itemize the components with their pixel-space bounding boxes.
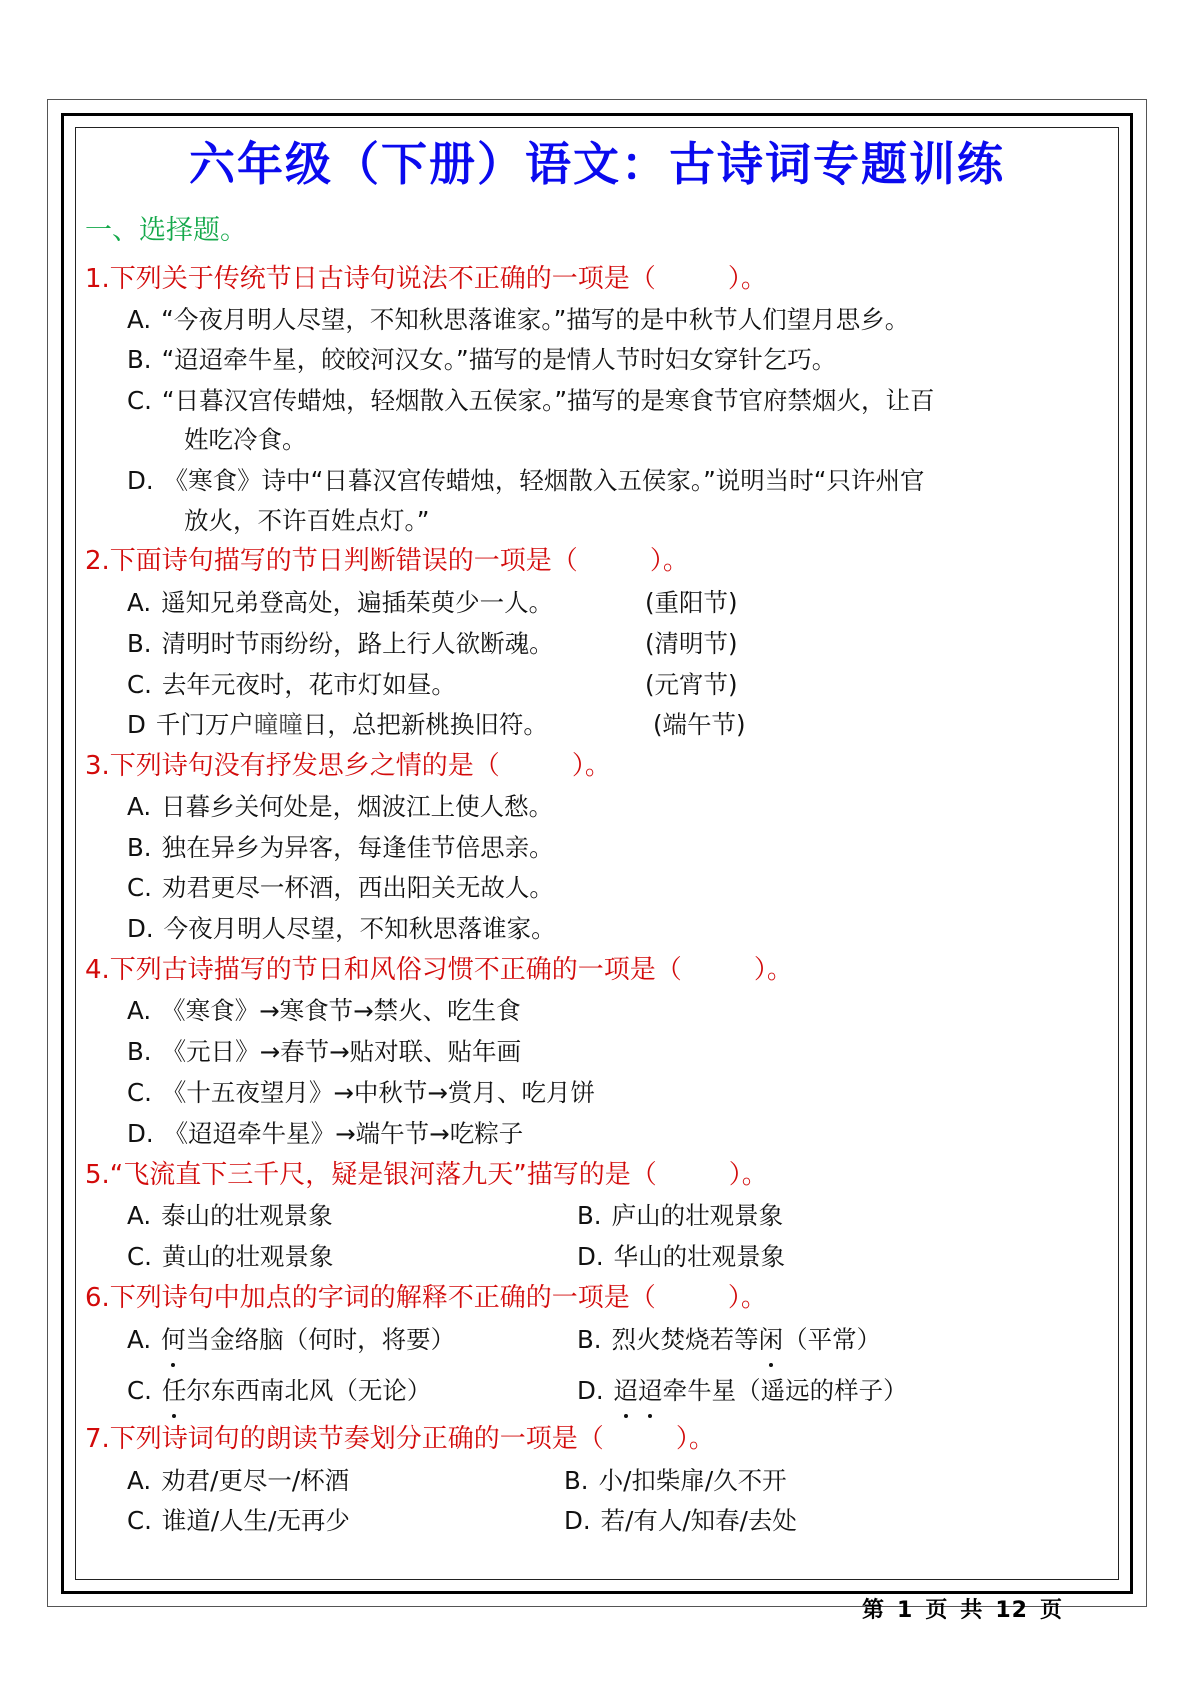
q3-option-a: A. 日暮乡关何处是，烟波江上使人愁。 <box>127 792 554 821</box>
q7-option-c: C. 谁道/人生/无再少 <box>127 1506 350 1535</box>
q6-option-d: D. 迢迢牵牛星（遥远的样子） <box>577 1374 908 1408</box>
page-number-footer: 第 1 页 共 12 页 <box>862 1598 1063 1623</box>
emphasis-dot-char: 任 <box>162 1374 187 1408</box>
q1-option-d-continued: 放火，不许百姓点灯。” <box>184 506 430 535</box>
q7-option-d: D. 若/有人/知春/去处 <box>564 1506 797 1535</box>
q6-option-a: A. 何当金络脑（何时，将要） <box>127 1323 455 1357</box>
question-5: 5.“飞流直下三千尺，疑是银河落九天”描写的是（ ）。 <box>85 1160 768 1190</box>
q2-option-a-festival: (重阳节) <box>645 588 738 617</box>
q1-option-c-continued: 姓吃冷食。 <box>184 425 307 454</box>
question-3-stem: 3.下列诗句没有抒发思乡之情的是（ <box>85 751 500 781</box>
q5-option-c: C. 黄山的壮观景象 <box>127 1242 334 1271</box>
q1-option-b: B. “迢迢牵牛星，皎皎河汉女。”描写的是情人节时妇女穿针乞巧。 <box>127 345 837 374</box>
worksheet-title: 六年级（下册）语文：古诗词专题训练 <box>189 137 1005 191</box>
question-4-stem: 4.下列古诗描写的节日和风俗习惯不正确的一项是（ <box>85 955 682 985</box>
question-7-stem: 7.下列诗词句的朗读节奏划分正确的一项是（ <box>85 1424 604 1454</box>
q1-option-a: A. “今夜月明人尽望，不知秋思落谁家。”描写的是中秋节人们望月思乡。 <box>127 305 910 334</box>
q7-option-a: A. 劝君/更尽一/杯酒 <box>127 1466 350 1495</box>
q4-option-c: C. 《十五夜望月》→中秋节→赏月、吃月饼 <box>127 1078 595 1107</box>
section-heading: 一、选择题。 <box>85 215 247 246</box>
q7-option-b: B. 小/扣柴扉/久不开 <box>564 1466 787 1495</box>
q2-option-d: D 千门万户曈曈日，总把新桃换旧符。 <box>127 710 548 739</box>
q2-option-b: B. 清明时节雨纷纷，路上行人欲断魂。 <box>127 629 554 658</box>
question-6-stem: 6.下列诗句中加点的字词的解释不正确的一项是（ <box>85 1283 656 1313</box>
question-5-stem: 5.“飞流直下三千尺，疑是银河落九天”描写的是（ <box>85 1160 657 1190</box>
q5-option-b: B. 庐山的壮观景象 <box>577 1201 784 1230</box>
q1-option-d: D. 《寒食》诗中“日暮汉宫传蜡烛，轻烟散入五侯家。”说明当时“只许州官 <box>127 466 925 495</box>
question-2: 2.下面诗句描写的节日判断错误的一项是（ ）。 <box>85 546 689 576</box>
question-1: 1.下列关于传统节日古诗句说法不正确的一项是（ ）。 <box>85 264 767 294</box>
emphasis-dot-char: 闲 <box>759 1323 784 1357</box>
q6-option-c: C. 任尔东西南北风（无论） <box>127 1374 431 1408</box>
question-2-stem: 2.下面诗句描写的节日判断错误的一项是（ <box>85 546 578 576</box>
total-pages: 12 <box>995 1598 1028 1623</box>
q5-option-d: D. 华山的壮观景象 <box>577 1242 786 1271</box>
q6-option-b: B. 烈火焚烧若等闲（平常） <box>577 1323 881 1357</box>
q4-option-d: D. 《迢迢牵牛星》→端午节→吃粽子 <box>127 1119 524 1148</box>
serif-glyphs: 曈曈 <box>253 710 303 739</box>
q2-option-c: C. 去年元夜时，花市灯如昼。 <box>127 670 456 699</box>
q2-option-b-festival: (清明节) <box>645 629 738 658</box>
q4-option-b: B. 《元日》→春节→贴对联、贴年画 <box>127 1037 522 1066</box>
current-page: 1 <box>897 1598 914 1623</box>
question-6: 6.下列诗句中加点的字词的解释不正确的一项是（ ）。 <box>85 1283 767 1313</box>
q4-option-a: A. 《寒食》→寒食节→禁火、吃生食 <box>127 996 521 1025</box>
question-4: 4.下列古诗描写的节日和风俗习惯不正确的一项是（ ）。 <box>85 955 793 985</box>
emphasis-dot-char: 何 <box>161 1323 186 1357</box>
emphasis-dot-char: 迢 <box>614 1374 639 1408</box>
emphasis-dot-char: 迢 <box>638 1374 663 1408</box>
q5-option-a: A. 泰山的壮观景象 <box>127 1201 333 1230</box>
q2-option-a: A. 遥知兄弟登高处，遍插茱萸少一人。 <box>127 588 554 617</box>
q2-option-d-festival: (端午节) <box>653 710 746 739</box>
question-1-stem: 1.下列关于传统节日古诗句说法不正确的一项是（ <box>85 264 656 294</box>
q3-option-d: D. 今夜月明人尽望，不知秋思落谁家。 <box>127 914 556 943</box>
q1-option-c: C. “日暮汉宫传蜡烛，轻烟散入五侯家。”描写的是寒食节官府禁烟火，让百 <box>127 386 935 415</box>
question-7: 7.下列诗词句的朗读节奏划分正确的一项是（ ）。 <box>85 1424 715 1454</box>
question-3: 3.下列诗句没有抒发思乡之情的是（ ）。 <box>85 751 611 781</box>
q3-option-c: C. 劝君更尽一杯酒，西出阳关无故人。 <box>127 873 554 902</box>
q3-option-b: B. 独在异乡为异客，每逢佳节倍思亲。 <box>127 833 554 862</box>
q2-option-c-festival: (元宵节) <box>645 670 738 699</box>
